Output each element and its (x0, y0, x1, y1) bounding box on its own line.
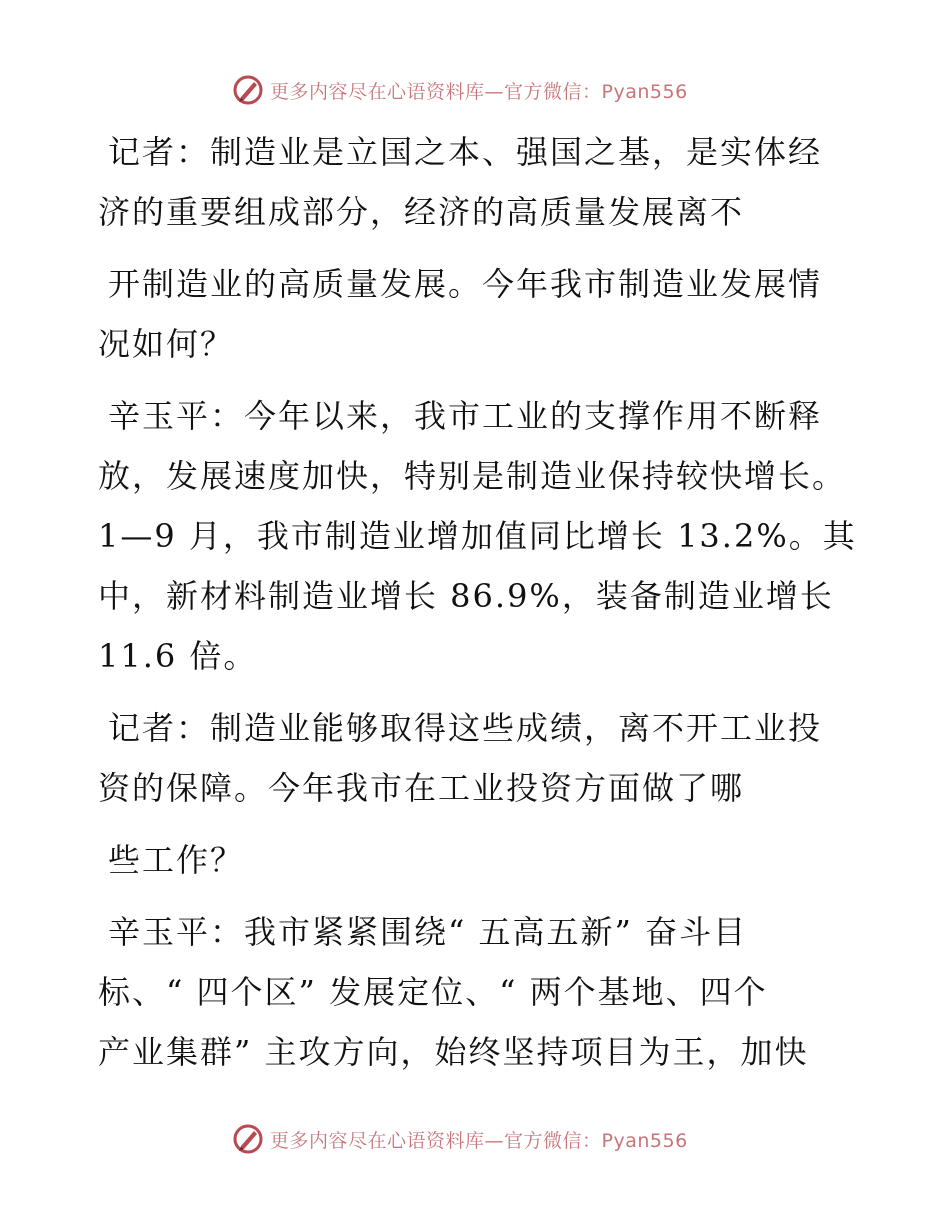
text-line: 辛玉平：我市紧紧围绕“ 五高五新” 奋斗目 (108, 913, 748, 951)
text-line: 记者：制造业能够取得这些成绩，离不开工业投 (108, 709, 823, 747)
watermark-text: 更多内容尽在心语资料库—官方微信：Pyan556 (270, 1129, 688, 1152)
text-line: 产业集群” 主攻方向，始终坚持项目为王，加快 (98, 1033, 809, 1071)
text-line: 开制造业的高质量发展。今年我市制造业发展情 (108, 265, 823, 303)
text-line: 辛玉平：今年以来，我市工业的支撑作用不断释 (108, 397, 823, 435)
text-line: 1—9 月，我市制造业增加值同比增长 13.2%。其 (98, 517, 857, 555)
paragraph-question-2 (98, 698, 838, 818)
text-line: 记者：制造业是立国之本、强国之基，是实体经 (108, 133, 823, 171)
watermark-text: 更多内容尽在心语资料库—官方微信：Pyan556 (270, 80, 688, 103)
text-line: 标、“ 四个区” 发展定位、“ 两个基地、四个 (98, 973, 768, 1011)
text-line: 些工作？ (108, 841, 245, 879)
text-line: 中，新材料制造业增长 86.9%，装备制造业增长 (98, 577, 834, 615)
header-watermark (232, 73, 688, 107)
text-line: 济的重要组成部分，经济的高质量发展离不 (98, 193, 745, 231)
pen-logo-icon (232, 74, 264, 106)
paragraph-answer-2 (98, 902, 838, 1082)
document-body (98, 122, 857, 1094)
text-line: 11.6 倍。 (98, 637, 258, 675)
text-line: 况如何？ (98, 325, 235, 363)
paragraph-question-2-cont (98, 830, 838, 890)
paragraph-question-1 (98, 122, 838, 242)
text-line: 资的保障。今年我市在工业投资方面做了哪 (98, 769, 745, 807)
footer-watermark (232, 1122, 688, 1156)
paragraph-question-1-cont (98, 254, 838, 374)
text-line: 放，发展速度加快，特别是制造业保持较快增长。 (98, 457, 847, 495)
pen-logo-icon (232, 1123, 264, 1155)
paragraph-answer-1 (98, 386, 857, 686)
